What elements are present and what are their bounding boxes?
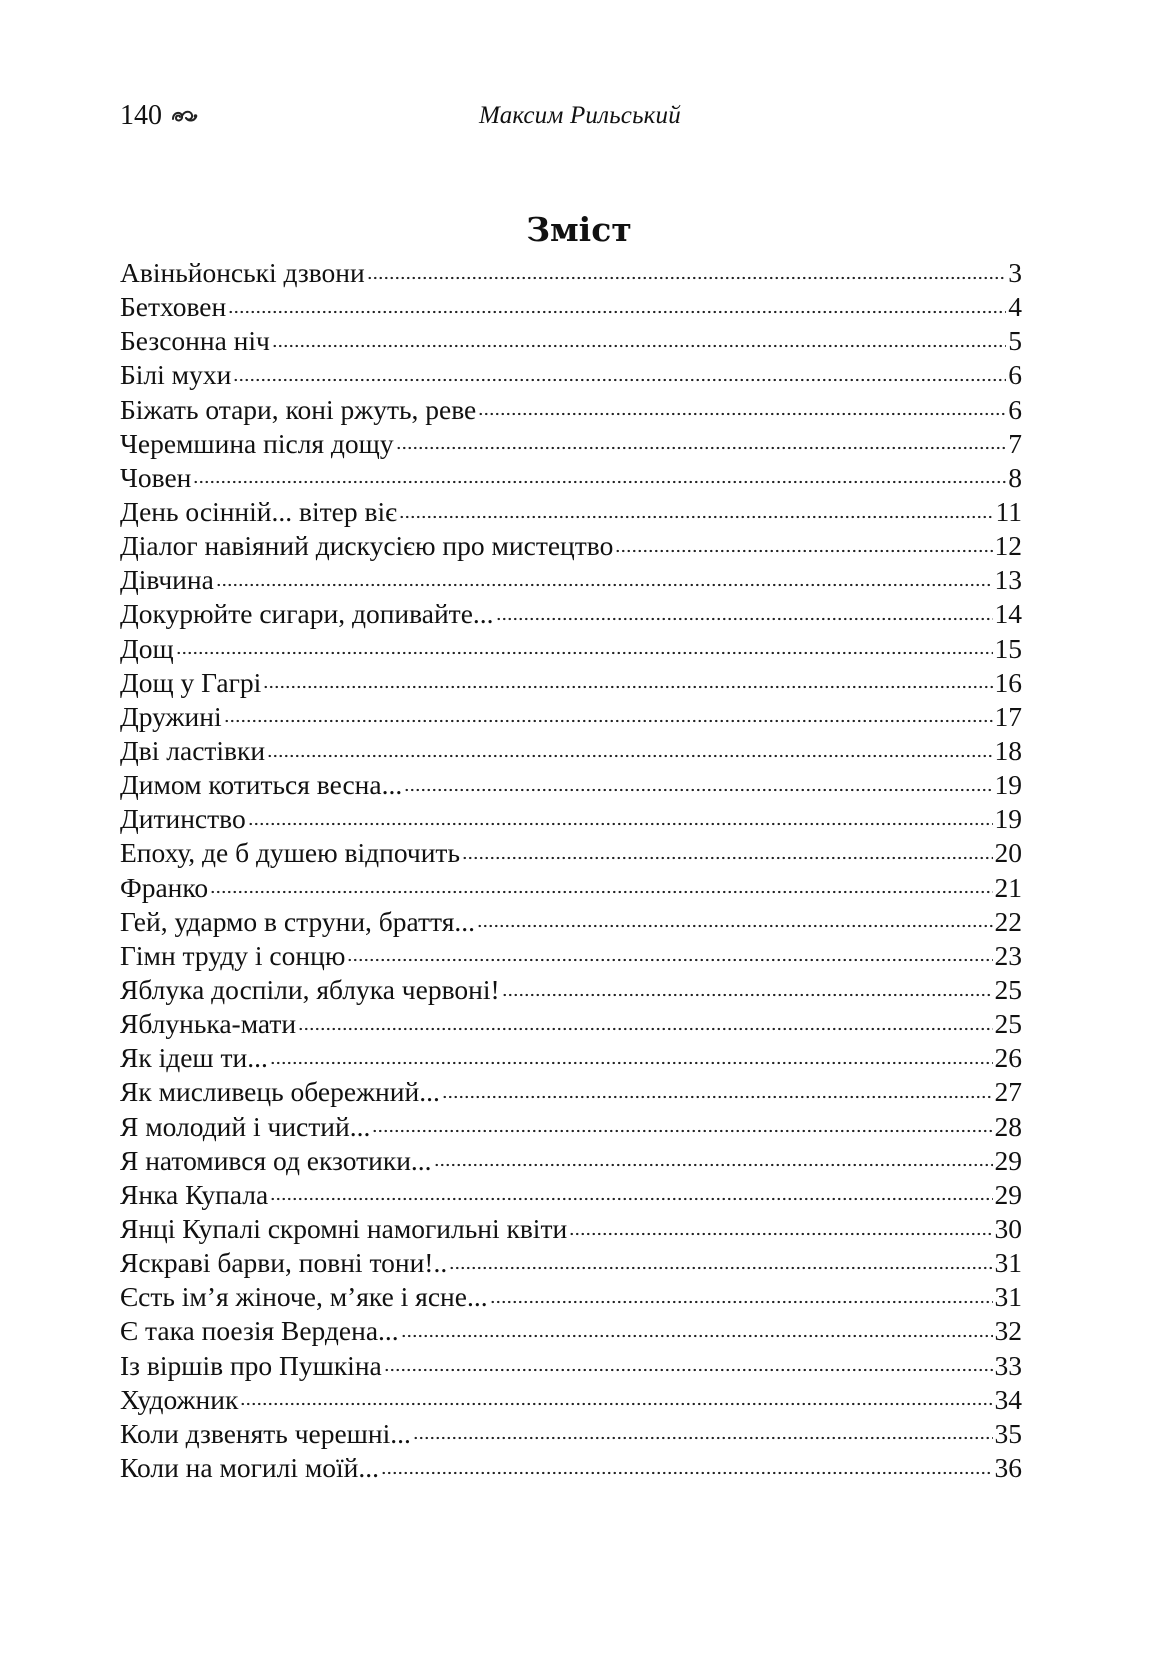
- toc-entry-title: Докурюйте сигари, допивайте...: [120, 598, 494, 630]
- toc-entry: [120, 393, 1022, 427]
- toc-entry-title: День осінній... вітер віє: [120, 495, 397, 527]
- dot-leader: [233, 377, 1006, 384]
- toc-entry: [120, 939, 1022, 973]
- toc-heading: Зміст: [526, 210, 632, 250]
- toc-entry: [120, 1451, 1022, 1485]
- toc-entry: [120, 905, 1022, 939]
- toc-entry: [120, 632, 1022, 666]
- toc-list: [120, 256, 1022, 1485]
- toc-entry-title: Епоху, де б душею відпочить: [120, 837, 460, 869]
- toc-entry: [120, 1417, 1022, 1451]
- toc-entry-title: Діалог навіяний дискусією про мистецтво: [120, 530, 614, 562]
- toc-entry: [120, 290, 1022, 324]
- toc-entry: [120, 1041, 1022, 1075]
- toc-entry-title: Коли на могилі моїй...: [120, 1451, 379, 1483]
- toc-entry-page-number: 27: [994, 1076, 1022, 1108]
- toc-entry-page-number: 19: [994, 803, 1022, 835]
- dot-leader: [449, 1264, 992, 1271]
- dot-leader: [216, 581, 993, 588]
- dot-leader: [263, 684, 992, 691]
- toc-entry-page-number: 22: [994, 905, 1022, 937]
- toc-entry: [120, 871, 1022, 905]
- toc-entry-title: Дві ластівки: [120, 734, 266, 766]
- toc-entry-title: Яблука доспіли, яблука червоні!: [120, 973, 500, 1005]
- toc-entry: [120, 734, 1022, 768]
- toc-entry: [120, 1280, 1022, 1314]
- toc-entry-title: Я натомився од екзотики...: [120, 1144, 432, 1176]
- toc-entry: [120, 1246, 1022, 1280]
- toc-entry-title: Єсть ім’я жіноче, м’яке і ясне...: [120, 1281, 488, 1313]
- dot-leader: [384, 1367, 993, 1374]
- toc-entry-title: Бетховен: [120, 291, 227, 323]
- toc-entry-page-number: 4: [1008, 291, 1022, 323]
- toc-entry: [120, 358, 1022, 392]
- toc-entry-title: Димом котиться весна...: [120, 769, 403, 801]
- dot-leader: [270, 1059, 993, 1066]
- toc-entry: [120, 324, 1022, 358]
- toc-entry: [120, 1110, 1022, 1144]
- toc-entry-page-number: 34: [994, 1383, 1022, 1415]
- toc-entry-title: Дощ: [120, 632, 174, 664]
- toc-entry-title: Черемшина після дощу: [120, 427, 394, 459]
- dot-leader: [372, 1128, 992, 1135]
- dot-leader: [248, 820, 993, 827]
- toc-entry: [120, 700, 1022, 734]
- toc-entry-title: Човен: [120, 461, 192, 493]
- dot-leader: [298, 1025, 992, 1032]
- toc-entry-page-number: 14: [994, 598, 1022, 630]
- dot-leader: [502, 991, 993, 998]
- toc-entry-title: Як мисливець обережний...: [120, 1076, 440, 1108]
- dot-leader: [347, 957, 992, 964]
- toc-entry: [120, 836, 1022, 870]
- toc-entry-title: Біжать отари, коні ржуть, реве: [120, 393, 477, 425]
- toc-entry: [120, 529, 1022, 563]
- toc-entry: [120, 1314, 1022, 1348]
- toc-entry-page-number: 31: [994, 1247, 1022, 1279]
- toc-entry: [120, 768, 1022, 802]
- toc-entry-title: Я молодий і чистий...: [120, 1110, 371, 1142]
- toc-entry-page-number: 26: [994, 1042, 1022, 1074]
- toc-entry-title: Янка Купала: [120, 1178, 269, 1210]
- dot-leader: [240, 1401, 992, 1408]
- dot-leader: [367, 274, 1007, 281]
- toc-entry-title: Є така поезія Вердена...: [120, 1315, 399, 1347]
- toc-entry-page-number: 23: [994, 939, 1022, 971]
- dot-leader: [396, 445, 1007, 452]
- dot-leader: [399, 513, 994, 520]
- dot-leader: [477, 923, 993, 930]
- toc-entry-title: Янці Купалі скромні намогильні квіти: [120, 1212, 568, 1244]
- toc-entry-title: Білі мухи: [120, 359, 232, 391]
- dot-leader: [569, 1230, 992, 1237]
- toc-entry-title: Франко: [120, 871, 209, 903]
- dot-leader: [462, 855, 993, 862]
- toc-entry-page-number: 11: [995, 495, 1022, 527]
- dot-leader: [210, 889, 992, 896]
- toc-entry: [120, 666, 1022, 700]
- dot-leader: [176, 650, 993, 657]
- toc-entry: [120, 597, 1022, 631]
- toc-entry-page-number: 29: [994, 1178, 1022, 1210]
- toc-entry: [120, 1075, 1022, 1109]
- toc-entry-page-number: 15: [994, 632, 1022, 664]
- toc-entry-title: Гімн труду і сонцю: [120, 939, 346, 971]
- toc-entry-page-number: 25: [994, 1008, 1022, 1040]
- toc-entry-title: Гей, удармо в струни, браття...: [120, 905, 475, 937]
- toc-entry-page-number: 21: [994, 871, 1022, 903]
- toc-entry-title: Коли дзвенять черешні...: [120, 1417, 411, 1449]
- toc-entry-page-number: 17: [994, 700, 1022, 732]
- toc-entry-page-number: 35: [994, 1417, 1022, 1449]
- toc-entry-title: Дівчина: [120, 564, 214, 596]
- dot-leader: [228, 308, 1006, 315]
- toc-entry-page-number: 6: [1008, 359, 1022, 391]
- toc-entry-title: Авіньйонські дзвони: [120, 257, 365, 288]
- toc-entry-page-number: 32: [994, 1315, 1022, 1347]
- toc-entry-title: Як ідеш ти...: [120, 1042, 268, 1074]
- dot-leader: [224, 718, 993, 725]
- dot-leader: [404, 786, 992, 793]
- dot-leader: [270, 1196, 992, 1203]
- toc-entry-page-number: 36: [994, 1451, 1022, 1483]
- toc-entry: [120, 802, 1022, 836]
- dot-leader: [272, 342, 1006, 349]
- toc-entry: [120, 563, 1022, 597]
- toc-entry: [120, 1144, 1022, 1178]
- toc-entry-title: Дитинство: [120, 803, 246, 835]
- toc-entry: [120, 1349, 1022, 1383]
- toc-entry-page-number: 29: [994, 1144, 1022, 1176]
- running-title: Максим Рильський: [479, 102, 681, 129]
- running-head: [120, 96, 1040, 136]
- dot-leader: [615, 547, 992, 554]
- toc-entry: [120, 1212, 1022, 1246]
- toc-entry-page-number: 7: [1008, 427, 1022, 459]
- toc-entry-page-number: 13: [994, 564, 1022, 596]
- toc-entry: [120, 256, 1022, 290]
- page-number: 140: [120, 100, 162, 131]
- toc-entry: [120, 495, 1022, 529]
- dot-leader: [434, 1162, 993, 1169]
- dot-leader: [267, 752, 992, 759]
- toc-entry-title: Із віршів про Пушкіна: [120, 1349, 382, 1381]
- dot-leader: [496, 616, 993, 623]
- toc-entry: [120, 1383, 1022, 1417]
- toc-entry-page-number: 5: [1008, 325, 1022, 357]
- dot-leader: [381, 1469, 993, 1476]
- toc-entry: [120, 461, 1022, 495]
- toc-entry: [120, 1007, 1022, 1041]
- toc-entry-page-number: 31: [994, 1281, 1022, 1313]
- toc-entry-title: Художник: [120, 1383, 239, 1415]
- toc-entry-page-number: 18: [994, 734, 1022, 766]
- toc-entry: [120, 1178, 1022, 1212]
- toc-entry-page-number: 25: [994, 973, 1022, 1005]
- toc-entry-title: Дружині: [120, 700, 222, 732]
- toc-entry-page-number: 28: [994, 1110, 1022, 1142]
- toc-entry-page-number: 16: [994, 666, 1022, 698]
- toc-entry-page-number: 33: [994, 1349, 1022, 1381]
- dot-leader: [442, 1094, 993, 1101]
- toc-entry-page-number: 12: [994, 530, 1022, 562]
- toc-entry-title: Яблунька-мати: [120, 1008, 297, 1040]
- toc-entry-title: Дощ у Гагрі: [120, 666, 262, 698]
- toc-entry-page-number: 3: [1008, 257, 1022, 288]
- toc-entry: [120, 973, 1022, 1007]
- toc-entry-page-number: 19: [994, 769, 1022, 801]
- dot-leader: [401, 1333, 993, 1340]
- toc-entry-page-number: 30: [994, 1212, 1022, 1244]
- toc-entry-title: Яскраві барви, повні тони!..: [120, 1247, 448, 1279]
- toc-entry-page-number: 8: [1008, 461, 1022, 493]
- toc-entry-page-number: 20: [994, 837, 1022, 869]
- dot-leader: [478, 411, 1006, 418]
- toc-entry: [120, 427, 1022, 461]
- toc-entry-title: Безсонна ніч: [120, 325, 270, 357]
- toc-entry-page-number: 6: [1008, 393, 1022, 425]
- dot-leader: [193, 479, 1006, 486]
- dot-leader: [490, 1298, 993, 1305]
- dot-leader: [413, 1435, 993, 1442]
